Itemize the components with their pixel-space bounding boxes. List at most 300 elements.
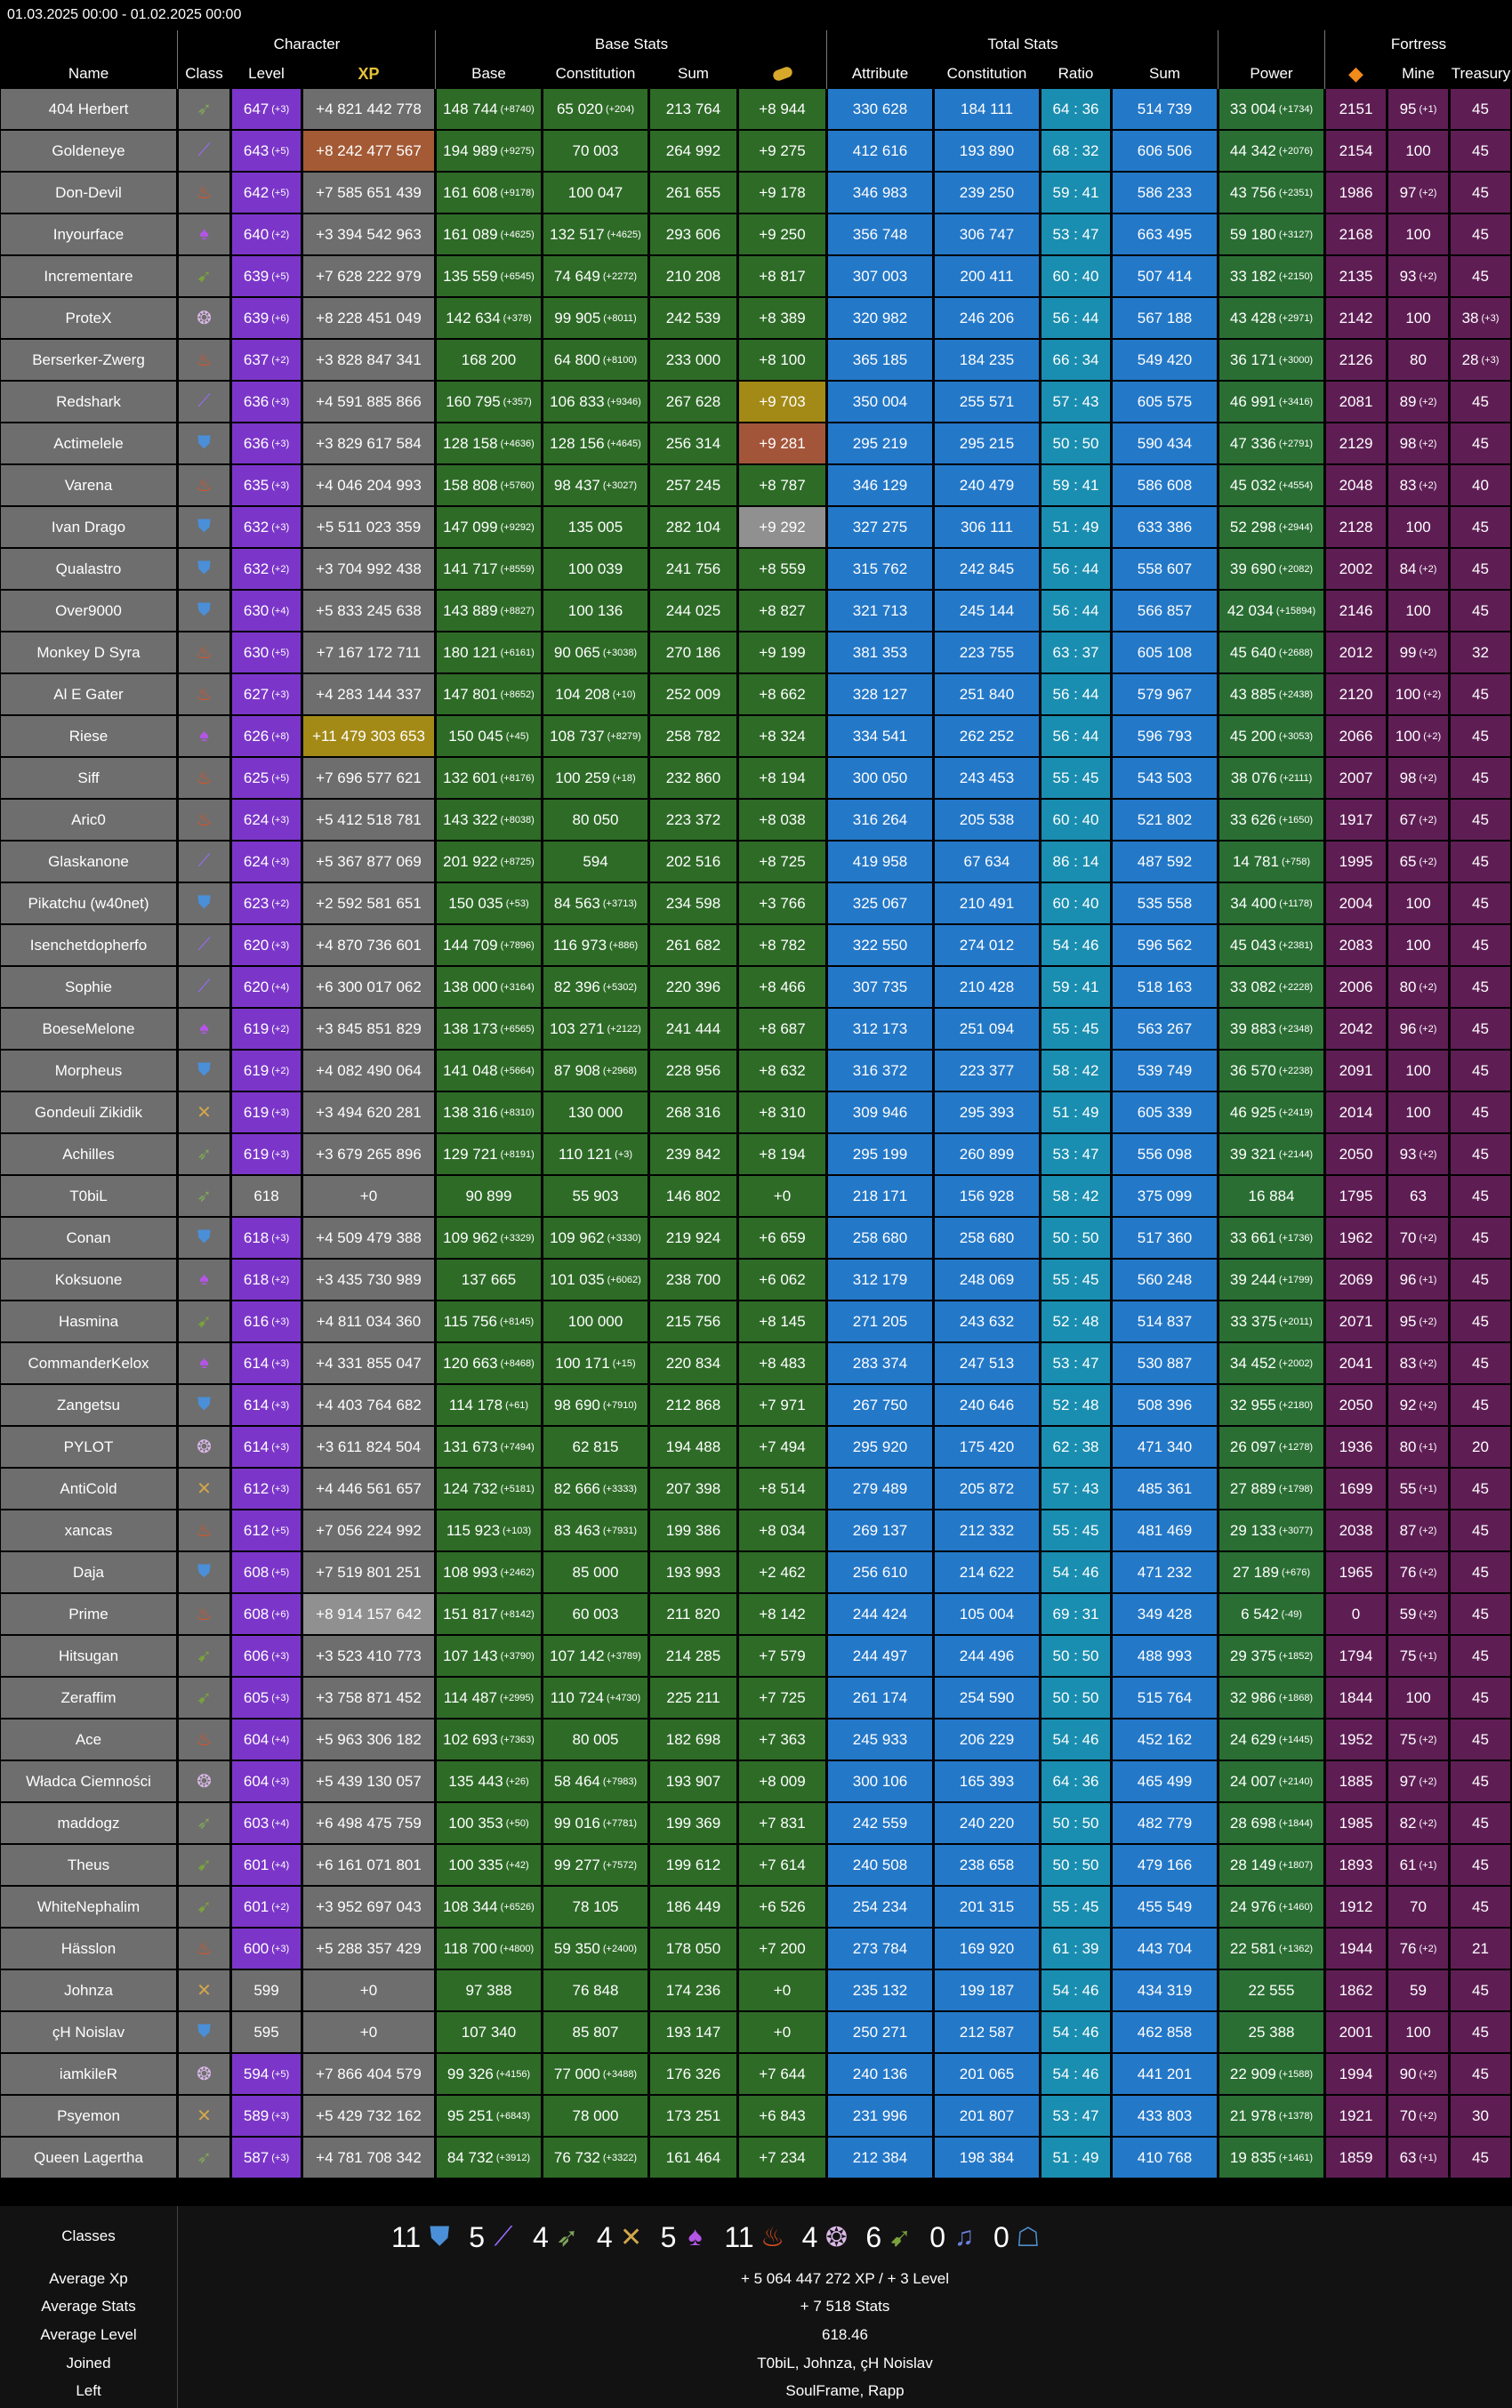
table-row[interactable] xyxy=(0,1678,1512,1718)
cell-sum xyxy=(650,298,736,338)
table-row[interactable] xyxy=(0,1887,1512,1927)
col-sum[interactable]: Sum xyxy=(678,65,709,82)
cell-mine xyxy=(1388,716,1448,756)
bonus-value: +8 324 xyxy=(759,727,806,745)
table-row[interactable] xyxy=(0,1427,1512,1467)
attr-value: 320 982 xyxy=(852,309,908,326)
table-row[interactable] xyxy=(0,967,1512,1007)
gem-value: 2048 xyxy=(1339,476,1373,494)
mine-delta: (+2) xyxy=(1419,2110,1437,2122)
cell-attr xyxy=(828,716,932,756)
cell-name[interactable] xyxy=(1,2054,176,2094)
cell-name[interactable] xyxy=(1,1970,176,2010)
power-delta: (+1852) xyxy=(1278,1650,1314,1662)
tcon-value: 243 453 xyxy=(959,769,1015,786)
bonus-value: +8 662 xyxy=(759,685,806,703)
table-row[interactable] xyxy=(0,256,1512,296)
cell-name[interactable] xyxy=(1,967,176,1007)
cell-treas xyxy=(1451,1469,1510,1509)
gem-value: 2038 xyxy=(1339,1521,1373,1539)
cell-tcon xyxy=(935,1301,1039,1341)
cell-name[interactable] xyxy=(1,842,176,882)
lvl-delta: (+3) xyxy=(271,1148,290,1160)
cell-name[interactable] xyxy=(1,1887,176,1927)
col-level[interactable]: Level xyxy=(248,65,285,82)
power-value: 36 570 xyxy=(1229,1061,1276,1079)
cell-cls xyxy=(179,1510,229,1550)
cell-name[interactable] xyxy=(1,1092,176,1132)
col-constitution[interactable]: Constitution xyxy=(555,65,636,82)
table-row[interactable] xyxy=(0,214,1512,254)
cell-gem xyxy=(1326,173,1386,213)
tcon-value: 240 220 xyxy=(959,1814,1015,1832)
tcon-value: 212 587 xyxy=(959,2023,1015,2041)
col-base[interactable]: Base xyxy=(471,65,506,82)
table-row[interactable] xyxy=(0,1970,1512,2010)
cell-sum xyxy=(650,842,736,882)
power-delta: (+2011) xyxy=(1279,1316,1313,1327)
xp-value: +4 811 034 360 xyxy=(316,1312,422,1330)
cell-name[interactable] xyxy=(1,1761,176,1801)
lvl-value: 612 xyxy=(243,1479,269,1497)
cell-attr xyxy=(828,2096,932,2136)
ratio-value: 63 : 37 xyxy=(1052,643,1099,661)
cell-name[interactable] xyxy=(1,1301,176,1341)
lvl-delta: (+3) xyxy=(271,856,290,867)
cell-mine xyxy=(1388,423,1448,463)
tsum-value: 375 099 xyxy=(1137,1187,1193,1204)
cell-xp xyxy=(303,1594,434,1634)
table-row[interactable] xyxy=(0,1343,1512,1383)
assassin-class-icon: ✕ xyxy=(620,2222,643,2252)
cell-name[interactable] xyxy=(1,1719,176,1760)
base-delta: (+9292) xyxy=(500,521,535,533)
table-row[interactable] xyxy=(0,1176,1512,1216)
col-gem[interactable] xyxy=(1325,59,1387,89)
cell-bonus xyxy=(739,1385,825,1425)
xp-value: +4 821 442 778 xyxy=(316,100,422,117)
treas-value: 45 xyxy=(1472,1019,1489,1037)
table-row[interactable] xyxy=(0,173,1512,213)
cell-name[interactable] xyxy=(1,2138,176,2178)
average-xp-value: + 5 064 447 272 XP / + 3 Level xyxy=(740,2270,950,2287)
treas-value: 45 xyxy=(1472,1312,1489,1330)
table-row[interactable] xyxy=(0,1385,1512,1425)
gem-value: 2081 xyxy=(1339,392,1373,410)
col-bonus[interactable] xyxy=(738,59,826,89)
cell-name[interactable] xyxy=(1,758,176,798)
class-count-berserker xyxy=(724,2221,785,2254)
cell-name[interactable] xyxy=(1,800,176,840)
name-value: Psyemon xyxy=(57,2106,120,2124)
xp-value: +4 870 736 601 xyxy=(316,936,422,954)
cell-bonus xyxy=(739,1887,825,1927)
cell-name[interactable] xyxy=(1,1009,176,1049)
cell-name[interactable] xyxy=(1,1678,176,1718)
berserker-class-icon: ♨ xyxy=(196,1521,213,1541)
cell-base xyxy=(437,214,541,254)
cell-sum xyxy=(650,214,736,254)
table-row[interactable] xyxy=(0,1552,1512,1592)
power-value: 33 182 xyxy=(1229,267,1276,285)
cell-attr xyxy=(828,967,932,1007)
lvl-delta: (+3) xyxy=(271,396,290,407)
table-row[interactable] xyxy=(0,89,1512,129)
mine-delta: (+2) xyxy=(1419,1399,1437,1411)
table-row[interactable] xyxy=(0,1260,1512,1300)
table-row[interactable] xyxy=(0,423,1512,463)
power-value: 39 883 xyxy=(1229,1019,1276,1037)
cell-lvl xyxy=(232,716,301,756)
cell-name[interactable] xyxy=(1,1552,176,1592)
base-value: 109 962 xyxy=(443,1228,498,1246)
bonus-value: +8 725 xyxy=(759,852,806,870)
cell-bonus xyxy=(739,1510,825,1550)
cell-name[interactable] xyxy=(1,173,176,213)
cell-mine xyxy=(1388,2054,1448,2094)
gem-value: 2002 xyxy=(1339,560,1373,577)
cell-name[interactable] xyxy=(1,1343,176,1383)
table-row[interactable] xyxy=(0,883,1512,923)
bonus-value: +7 725 xyxy=(759,1688,806,1706)
con-value: 98 437 xyxy=(553,476,600,494)
name-value: Varena xyxy=(64,476,113,494)
cell-power xyxy=(1219,465,1323,505)
col-name[interactable]: Name xyxy=(68,65,109,82)
cell-name[interactable] xyxy=(1,214,176,254)
cell-power xyxy=(1219,298,1323,338)
lvl-delta: (+2) xyxy=(271,898,290,909)
table-row[interactable] xyxy=(0,591,1512,631)
col-treasury[interactable]: Treasury xyxy=(1451,65,1511,82)
cell-treas xyxy=(1451,298,1510,338)
table-row[interactable] xyxy=(0,1092,1512,1132)
bonus-value: +8 142 xyxy=(759,1605,806,1623)
ratio-value: 54 : 46 xyxy=(1052,2065,1099,2082)
con-value: 55 903 xyxy=(572,1187,619,1204)
cell-name[interactable] xyxy=(1,591,176,631)
table-row[interactable] xyxy=(0,507,1512,547)
cell-lvl xyxy=(232,1469,301,1509)
cell-name[interactable] xyxy=(1,298,176,338)
cell-treas xyxy=(1451,1260,1510,1300)
cell-base xyxy=(437,1134,541,1174)
tcon-value: 201 315 xyxy=(959,1897,1015,1915)
cell-name[interactable] xyxy=(1,1510,176,1550)
table-row[interactable] xyxy=(0,1134,1512,1174)
cell-name[interactable] xyxy=(1,1218,176,1258)
cell-base xyxy=(437,1719,541,1760)
table-row[interactable] xyxy=(0,549,1512,589)
attr-value: 300 050 xyxy=(852,769,908,786)
cell-name[interactable] xyxy=(1,131,176,171)
cell-mine xyxy=(1388,131,1448,171)
bonus-value: +8 782 xyxy=(759,936,806,954)
name-value: Pikatchu (w40net) xyxy=(28,894,149,912)
table-row[interactable] xyxy=(0,2096,1512,2136)
cell-xp xyxy=(303,716,434,756)
base-delta: (+7896) xyxy=(500,939,535,951)
name-value: Hässlon xyxy=(60,1939,117,1957)
cell-gem xyxy=(1326,632,1386,672)
cell-bonus xyxy=(739,967,825,1007)
table-row[interactable] xyxy=(0,2054,1512,2094)
table-row[interactable] xyxy=(0,298,1512,338)
cell-name[interactable] xyxy=(1,1385,176,1425)
table-row[interactable] xyxy=(0,2138,1512,2178)
power-value: 32 986 xyxy=(1229,1688,1276,1706)
cell-attr xyxy=(828,1803,932,1843)
cell-bonus xyxy=(739,716,825,756)
base-value: 100 353 xyxy=(448,1814,503,1832)
sum-value: 270 186 xyxy=(665,643,721,661)
power-value: 19 835 xyxy=(1229,2148,1276,2166)
bonus-value: +6 843 xyxy=(759,2106,806,2124)
class-count-number: 6 xyxy=(865,2220,882,2253)
cell-sum xyxy=(650,1009,736,1049)
lvl-value: 630 xyxy=(243,601,269,619)
cell-base xyxy=(437,1343,541,1383)
cell-bonus xyxy=(739,131,825,171)
table-row[interactable] xyxy=(0,1510,1512,1550)
cell-con xyxy=(543,2012,647,2052)
cell-tsum xyxy=(1113,1929,1217,1969)
cell-name[interactable] xyxy=(1,1260,176,1300)
table-row[interactable] xyxy=(0,1636,1512,1676)
sum-value: 211 820 xyxy=(666,1605,720,1623)
mine-value: 100 xyxy=(1405,225,1431,243)
cell-ratio xyxy=(1042,1719,1110,1760)
col-total-constitution[interactable]: Constitution xyxy=(946,65,1027,82)
attr-value: 273 784 xyxy=(852,1939,908,1957)
cell-tcon xyxy=(935,549,1039,589)
cell-tcon xyxy=(935,1845,1039,1885)
table-row[interactable] xyxy=(0,131,1512,171)
cell-name[interactable] xyxy=(1,549,176,589)
con-value: 100 039 xyxy=(567,560,623,577)
power-value: 33 004 xyxy=(1229,100,1276,117)
table-row[interactable] xyxy=(0,1594,1512,1634)
cell-con xyxy=(543,883,647,923)
cell-treas xyxy=(1451,423,1510,463)
col-ratio[interactable]: Ratio xyxy=(1058,65,1094,82)
table-row[interactable] xyxy=(0,1719,1512,1760)
ratio-value: 54 : 46 xyxy=(1052,1730,1099,1748)
cell-treas xyxy=(1451,1051,1510,1091)
cell-lvl xyxy=(232,1051,301,1091)
base-delta: (+8740) xyxy=(500,103,535,115)
cell-name[interactable] xyxy=(1,382,176,422)
ranger-class-icon: ➶ xyxy=(556,2222,579,2252)
cell-name[interactable] xyxy=(1,925,176,965)
treas-value: 45 xyxy=(1472,852,1489,870)
table-row[interactable] xyxy=(0,1803,1512,1843)
table-row[interactable] xyxy=(0,1929,1512,1969)
table-row[interactable] xyxy=(0,632,1512,672)
mine-value: 89 xyxy=(1399,392,1417,410)
sum-value: 193 907 xyxy=(665,1772,721,1790)
table-row[interactable] xyxy=(0,800,1512,840)
cell-mine xyxy=(1388,2096,1448,2136)
con-delta: (+5302) xyxy=(602,981,638,993)
cell-ratio xyxy=(1042,925,1110,965)
class-count-demonhunter xyxy=(661,2221,709,2254)
cell-attr xyxy=(828,1678,932,1718)
cell-name[interactable] xyxy=(1,89,176,129)
cell-mine xyxy=(1388,1552,1448,1592)
cell-name[interactable] xyxy=(1,1176,176,1216)
table-row[interactable] xyxy=(0,340,1512,380)
table-row[interactable] xyxy=(0,758,1512,798)
cell-gem xyxy=(1326,967,1386,1007)
con-value: 76 732 xyxy=(553,2148,600,2166)
base-delta: (+8725) xyxy=(500,856,535,867)
sum-value: 186 449 xyxy=(665,1897,721,1915)
power-value: 42 034 xyxy=(1226,601,1274,619)
tcon-value: 67 634 xyxy=(963,852,1010,870)
col-class[interactable]: Class xyxy=(185,65,223,82)
base-delta: (+6161) xyxy=(500,647,535,658)
table-row[interactable] xyxy=(0,842,1512,882)
cell-name[interactable] xyxy=(1,2096,176,2136)
cell-treas xyxy=(1451,591,1510,631)
cell-name[interactable] xyxy=(1,1427,176,1467)
xp-value: +4 046 204 993 xyxy=(316,476,422,494)
class-count-number: 0 xyxy=(929,2220,946,2253)
cell-power xyxy=(1219,549,1323,589)
table-row[interactable] xyxy=(0,1051,1512,1091)
average-stats-label: Average Stats xyxy=(41,2298,136,2315)
power-value: 28 698 xyxy=(1229,1814,1276,1832)
tcon-value: 238 658 xyxy=(959,1856,1015,1873)
cell-tsum xyxy=(1113,382,1217,422)
table-row[interactable] xyxy=(0,674,1512,714)
cell-name[interactable] xyxy=(1,340,176,380)
cell-bonus xyxy=(739,925,825,965)
cell-base xyxy=(437,340,541,380)
cell-bonus xyxy=(739,1678,825,1718)
bonus-value: +9 703 xyxy=(759,392,806,410)
cell-name[interactable] xyxy=(1,256,176,296)
cell-name[interactable] xyxy=(1,1636,176,1676)
cell-xp xyxy=(303,1385,434,1425)
lvl-delta: (+2) xyxy=(271,229,290,240)
name-value: Morpheus xyxy=(54,1061,123,1079)
col-total-sum[interactable]: Sum xyxy=(1149,65,1180,82)
cell-name[interactable] xyxy=(1,1051,176,1091)
cell-gem xyxy=(1326,89,1386,129)
cell-treas xyxy=(1451,89,1510,129)
sum-value: 233 000 xyxy=(665,350,721,368)
table-row[interactable] xyxy=(0,925,1512,965)
cell-tcon xyxy=(935,1970,1039,2010)
cell-tsum xyxy=(1113,2096,1217,2136)
cell-name[interactable] xyxy=(1,507,176,547)
treas-value: 45 xyxy=(1472,100,1489,117)
table-row[interactable] xyxy=(0,2012,1512,2052)
warrior-class-icon: ⛊ xyxy=(429,2222,450,2251)
cell-mine xyxy=(1388,298,1448,338)
cell-power xyxy=(1219,2096,1323,2136)
base-delta: (+2462) xyxy=(500,1566,535,1578)
name-value: PYLOT xyxy=(63,1438,114,1455)
mine-value: 92 xyxy=(1399,1396,1417,1413)
joined-label: Joined xyxy=(66,2355,111,2372)
base-value: 129 721 xyxy=(443,1145,498,1163)
cell-sum xyxy=(650,173,736,213)
table-row[interactable] xyxy=(0,1761,1512,1801)
sum-value: 264 992 xyxy=(665,141,721,159)
con-value: 100 047 xyxy=(567,183,623,201)
berserker-class-icon: ♨ xyxy=(196,476,213,495)
table-row[interactable] xyxy=(0,382,1512,422)
cell-name[interactable] xyxy=(1,423,176,463)
power-delta: (+2688) xyxy=(1278,647,1314,658)
con-delta: (+2272) xyxy=(602,270,638,282)
cell-treas xyxy=(1451,800,1510,840)
ratio-value: 62 : 38 xyxy=(1052,1438,1099,1455)
cell-tcon xyxy=(935,674,1039,714)
base-delta: (+8468) xyxy=(500,1357,535,1369)
cell-ratio xyxy=(1042,1176,1110,1216)
ratio-value: 56 : 44 xyxy=(1052,560,1099,577)
col-power[interactable]: Power xyxy=(1250,65,1293,82)
power-value: 29 375 xyxy=(1229,1647,1276,1664)
attr-value: 412 616 xyxy=(852,141,908,159)
cell-name[interactable] xyxy=(1,674,176,714)
cell-name[interactable] xyxy=(1,1929,176,1969)
cell-name[interactable] xyxy=(1,1845,176,1885)
cell-name[interactable] xyxy=(1,1134,176,1174)
table-row[interactable] xyxy=(0,1009,1512,1049)
cell-name[interactable] xyxy=(1,883,176,923)
cell-sum xyxy=(650,1719,736,1760)
cell-name[interactable] xyxy=(1,1594,176,1634)
table-row[interactable] xyxy=(0,1845,1512,1885)
bonus-value: +8 194 xyxy=(759,1145,806,1163)
lvl-delta: (+3) xyxy=(271,2152,290,2163)
cell-mine xyxy=(1388,1719,1448,1760)
cell-name[interactable] xyxy=(1,465,176,505)
sum-value: 241 756 xyxy=(665,560,721,577)
cell-cls xyxy=(179,1887,229,1927)
table-row[interactable] xyxy=(0,1218,1512,1258)
col-attribute[interactable]: Attribute xyxy=(851,65,909,82)
cell-name[interactable] xyxy=(1,1803,176,1843)
berserker-class-icon: ♨ xyxy=(196,643,213,663)
cell-name[interactable] xyxy=(1,2012,176,2052)
table-row[interactable] xyxy=(0,716,1512,756)
col-mine[interactable]: Mine xyxy=(1402,65,1435,82)
table-row[interactable] xyxy=(0,1301,1512,1341)
cell-name[interactable] xyxy=(1,632,176,672)
table-row[interactable] xyxy=(0,465,1512,505)
cell-lvl xyxy=(232,2138,301,2178)
name-value: Inyourface xyxy=(52,225,125,243)
cell-name[interactable] xyxy=(1,1469,176,1509)
cell-name[interactable] xyxy=(1,716,176,756)
cell-gem xyxy=(1326,1761,1386,1801)
lvl-value: 639 xyxy=(243,309,269,326)
cell-bonus xyxy=(739,1845,825,1885)
attr-value: 240 136 xyxy=(852,2065,908,2082)
table-row[interactable] xyxy=(0,1469,1512,1509)
name-value: Prime xyxy=(68,1605,109,1623)
cell-treas xyxy=(1451,340,1510,380)
gem-value: 2146 xyxy=(1339,601,1373,619)
class-count-warrior xyxy=(391,2221,453,2254)
col-xp[interactable] xyxy=(302,59,435,89)
